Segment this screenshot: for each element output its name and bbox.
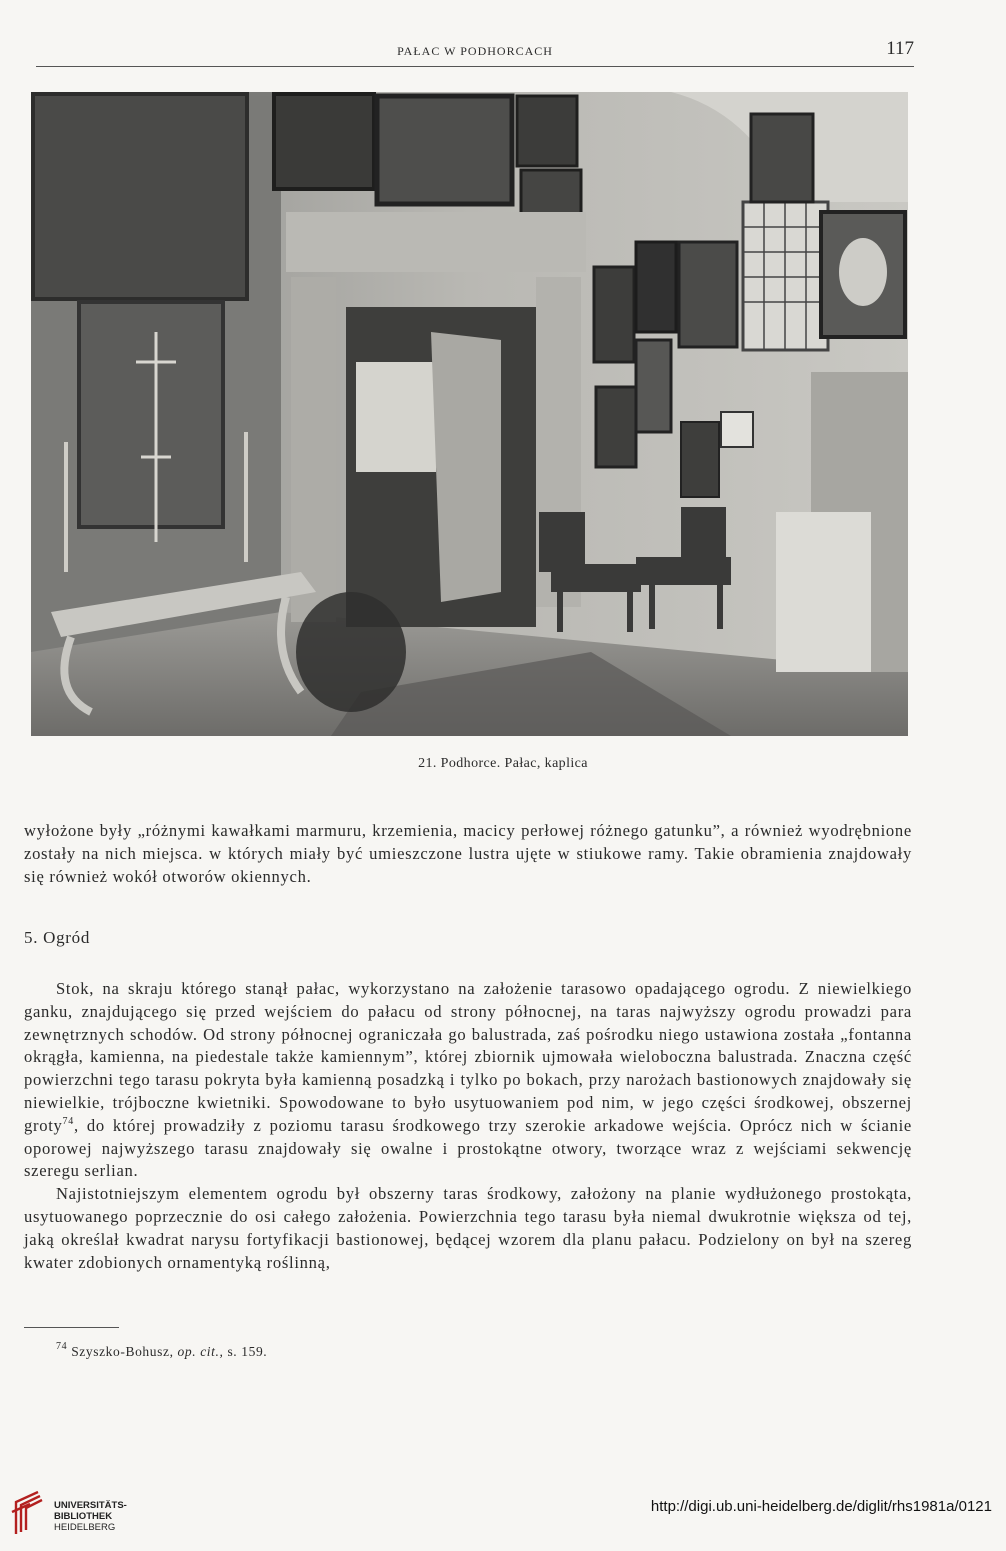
page-number: 117 (886, 38, 914, 59)
paragraph-3-text: Najistotniejszym elementem ogrodu był obszerny taras środkowy, założony na planie wydłużonego prostokąta, usytuowanego poprzecznie do osi całego założenia. Powierzchnia tego tarasu była niemal dwukrotnie większa od tej, jaką określał kwadrat narysu fortyfikacji bastionowej, będącej wzorem dla planu pałacu. Podzielony on był na szereg kwater zdobionych ornamentyką roślinną, (24, 1184, 912, 1272)
footnote-number: 74 (56, 1341, 68, 1352)
chapel-photograph (31, 92, 908, 736)
paragraph-1 (24, 820, 912, 888)
footnote-rule (24, 1327, 119, 1328)
footnote (56, 1341, 268, 1360)
paragraph-1-text: wyłożone były „różnymi kawałkami marmuru, krzemienia, macicy perłowej różnego gatunku”, a również wyodrębnione zostały na nich miejsca. w których miały być umieszczone lustra ujęte w stiukowe ramy. Takie obramienia znajdowały się również wokół otworów okiennych. (24, 821, 912, 886)
section-heading: 5. Ogród (24, 928, 91, 947)
library-name-line3: HEIDELBERG (54, 1522, 116, 1533)
library-name-line1: UNIVERSITÄTS- (54, 1500, 127, 1511)
running-header (36, 38, 914, 67)
footnote-ref: op. cit., (177, 1344, 224, 1359)
library-name (54, 1500, 127, 1533)
library-footer (0, 1478, 1006, 1551)
footnote-author: Szyszko-Bohusz, (71, 1344, 174, 1359)
paragraph-2 (24, 978, 912, 1274)
footnote-reference: 74 (62, 1115, 74, 1127)
running-title: PAŁAC W PODHORCACH (397, 44, 553, 58)
paragraph-2-text (24, 978, 912, 1183)
paragraph-2-part-a: Stok, na skraju którego stanął pałac, wykorzystano na założenie tarasowo opadającego ogrodu. Z niewielkiego ganku, znajdującego się przed wejściem do pałacu od strony północnej, na taras najwyższy ogrodu prowadzi para zewnętrznych schodów. Od strony północnej ograniczała go balustrada, zaś pośrodku niego ustawiona została „fontanna okrągła, kamienna, na piedestale także kamiennym”, której zbiornik ujmowała wieloboczna balustrada. Znaczna część powierzchni tego tarasu pokryta była kamienną posadzką i tylko po bokach, przy narożach bastionowych znajdowały się niewielkie, trójboczne kwietniki. Spowodowane to było usytuowaniem pod nim, w jego części środkowej, obszernej groty (24, 979, 912, 1135)
library-name-line2: BIBLIOTHEK (54, 1511, 113, 1522)
footnote-page: s. 159. (227, 1344, 268, 1359)
source-url-link[interactable]: http://digi.ub.uni-heidelberg.de/diglit/rhs1981a/0121 (650, 1498, 992, 1515)
library-logo-icon (8, 1488, 48, 1538)
figure-caption: 21. Podhorce. Pałac, kaplica (418, 756, 588, 771)
paragraph-2-part-b: , do której prowadziły z poziomu tarasu środkowego trzy szerokie arkadowe wejścia. Oprócz nich w ścianie oporowej najwyższego tarasu znajdowały się owalne i prostokątne otwory, tworzące wraz z wejściami sekwencję szeregu serlian. (24, 1115, 912, 1181)
